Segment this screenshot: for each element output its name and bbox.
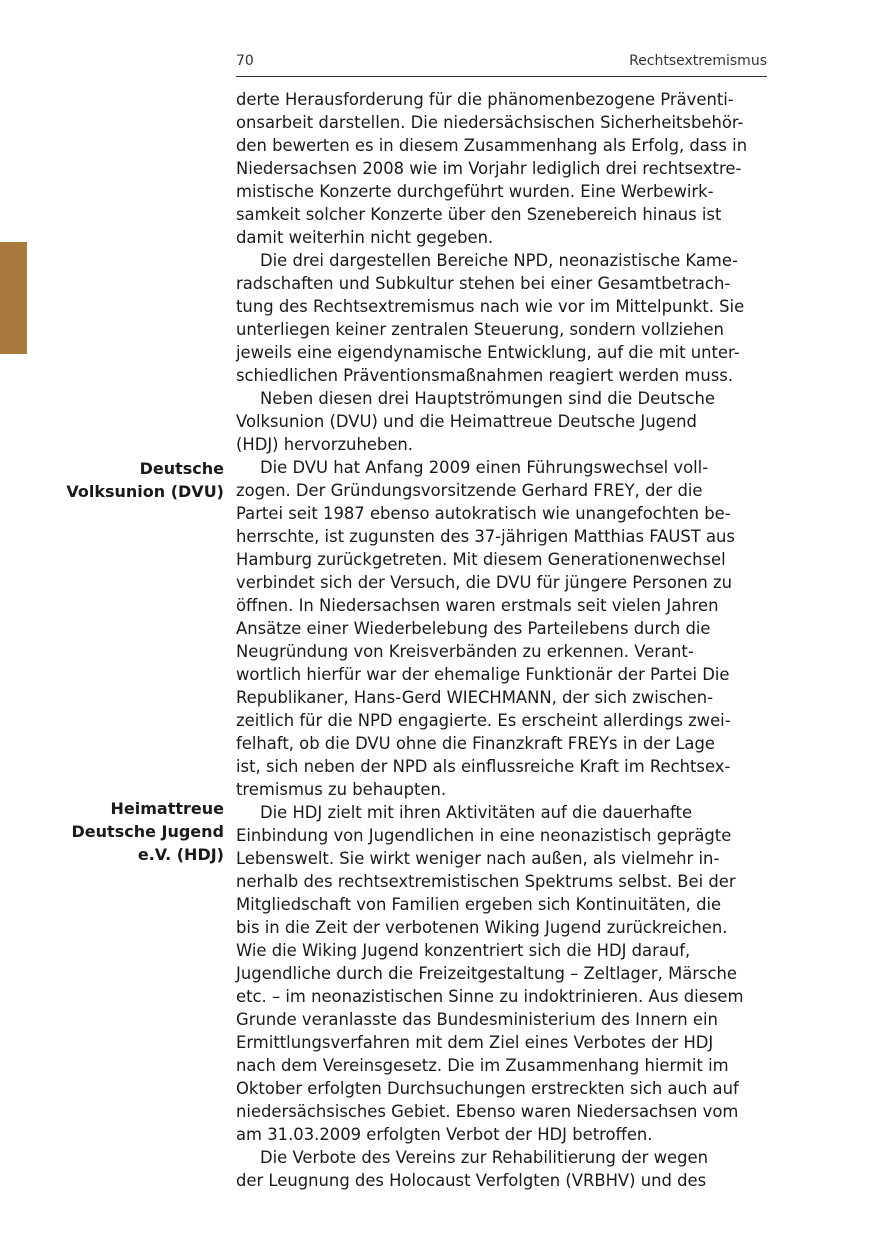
margin-heading-line: Volksunion (DVU)	[66, 482, 224, 501]
text-line: nerhalb des rechtsextremistischen Spektrums selbst. Bei der	[236, 872, 736, 891]
text-line: Ermittlungsverfahren mit dem Ziel eines Verbotes der HDJ	[236, 1033, 714, 1052]
text-line: niedersächsisches Gebiet. Ebenso waren Niedersachsen vom	[236, 1102, 739, 1121]
text-line: Die Verbote des Vereins zur Rehabilitierung der wegen	[260, 1148, 708, 1167]
text-line: Die HDJ zielt mit ihren Aktivitäten auf die dauerhafte	[260, 803, 693, 822]
margin-heading-hdj	[40, 797, 224, 866]
text-line: Die DVU hat Anfang 2009 einen Führungswechsel voll-	[260, 458, 709, 477]
text-line: Einbindung von Jugendlichen in eine neonazistisch geprägte	[236, 826, 732, 845]
body-text	[236, 88, 767, 1192]
text-line: Neugründung von Kreisverbänden zu erkennen. Verant-	[236, 642, 694, 661]
text-line: etc. – im neonazistischen Sinne zu indoktrinieren. Aus diesem	[236, 987, 744, 1006]
text-line: jeweils eine eigendynamische Entwicklung, auf die mit unter-	[236, 343, 740, 362]
text-line: Ansätze einer Wiederbelebung des Parteilebens durch die	[236, 619, 711, 638]
text-line: Lebenswelt. Sie wirkt weniger nach außen, als vielmehr in-	[236, 849, 720, 868]
text-line: damit weiterhin nicht gegeben.	[236, 228, 494, 247]
text-line: Wie die Wiking Jugend konzentriert sich die HDJ darauf,	[236, 941, 691, 960]
text-line: herrschte, ist zugunsten des 37-jährigen Matthias FAUST aus	[236, 527, 735, 546]
text-line: Grunde veranlasste das Bundesministerium des Innern ein	[236, 1010, 718, 1029]
margin-heading-line: Deutsche Jugend	[71, 822, 224, 841]
text-line: wortlich hierfür war der ehemalige Funktionär der Partei Die	[236, 665, 730, 684]
text-line: Jugendliche durch die Freizeitgestaltung – Zeltlager, Märsche	[236, 964, 738, 983]
running-title: Rechtsextremismus	[629, 53, 767, 69]
chapter-tab-marker	[0, 242, 27, 354]
text-line: felhaft, ob die DVU ohne die Finanzkraft FREYs in der Lage	[236, 734, 715, 753]
text-line: Republikaner, Hans-Gerd WIECHMANN, der sich zwischen-	[236, 688, 714, 707]
text-line: tremismus zu behaupten.	[236, 780, 447, 799]
text-line: Partei seit 1987 ebenso autokratisch wie unangefochten be-	[236, 504, 731, 523]
text-line: (HDJ) hervorzuheben.	[236, 435, 414, 454]
margin-heading-line: Deutsche	[139, 459, 224, 478]
text-line: zeitlich für die NPD engagierte. Es erscheint allerdings zwei-	[236, 711, 731, 730]
text-line: radschaften und Subkultur stehen bei einer Gesamtbetrach-	[236, 274, 731, 293]
text-line: schiedlichen Präventionsmaßnahmen reagiert werden muss.	[236, 366, 734, 385]
text-line: derte Herausforderung für die phänomenbezogene Präventi-	[236, 90, 734, 109]
text-line: der Leugnung des Holocaust Verfolgten (VRBHV) und des	[236, 1171, 707, 1190]
text-line: verbindet sich der Versuch, die DVU für jüngere Personen zu	[236, 573, 732, 592]
margin-heading-line: e.V. (HDJ)	[137, 845, 224, 864]
text-line: Volksunion (DVU) und die Heimattreue Deutsche Jugend	[236, 412, 697, 431]
text-line: Mitgliedschaft von Familien ergeben sich Kontinuitäten, die	[236, 895, 722, 914]
text-line: samkeit solcher Konzerte über den Szenebereich hinaus ist	[236, 205, 722, 224]
text-line: mistische Konzerte durchgeführt wurden. Eine Werbewirk-	[236, 182, 714, 201]
text-line: ist, sich neben der NPD als einflussreiche Kraft im Rechtsex-	[236, 757, 731, 776]
text-line: öffnen. In Niedersachsen waren erstmals seit vielen Jahren	[236, 596, 719, 615]
margin-heading-line: Heimattreue	[110, 799, 224, 818]
text-line: tung des Rechtsextremismus nach wie vor im Mittelpunkt. Sie	[236, 297, 745, 316]
margin-heading-dvu	[40, 457, 224, 503]
page-header	[236, 50, 767, 77]
text-line: bis in die Zeit der verbotenen Wiking Jugend zurückreichen.	[236, 918, 728, 937]
text-line: den bewerten es in diesem Zusammenhang als Erfolg, dass in	[236, 136, 748, 155]
text-line: nach dem Vereinsgesetz. Die im Zusammenhang hiermit im	[236, 1056, 729, 1075]
text-line: Oktober erfolgten Durchsuchungen erstreckten sich auch auf	[236, 1079, 739, 1098]
text-line: Neben diesen drei Hauptströmungen sind die Deutsche	[260, 389, 716, 408]
text-line: Hamburg zurückgetreten. Mit diesem Generationenwechsel	[236, 550, 726, 569]
text-line: unterliegen keiner zentralen Steuerung, sondern vollziehen	[236, 320, 724, 339]
text-line: Die drei dargestellen Bereiche NPD, neonazistische Kame-	[260, 251, 738, 270]
text-line: zogen. Der Gründungsvorsitzende Gerhard FREY, der die	[236, 481, 703, 500]
text-line: Niedersachsen 2008 wie im Vorjahr lediglich drei rechtsextre-	[236, 159, 742, 178]
text-line: am 31.03.2009 erfolgten Verbot der HDJ betroffen.	[236, 1125, 653, 1144]
text-line: onsarbeit darstellen. Die niedersächsischen Sicherheitsbehör-	[236, 113, 744, 132]
page-number: 70	[236, 53, 254, 69]
